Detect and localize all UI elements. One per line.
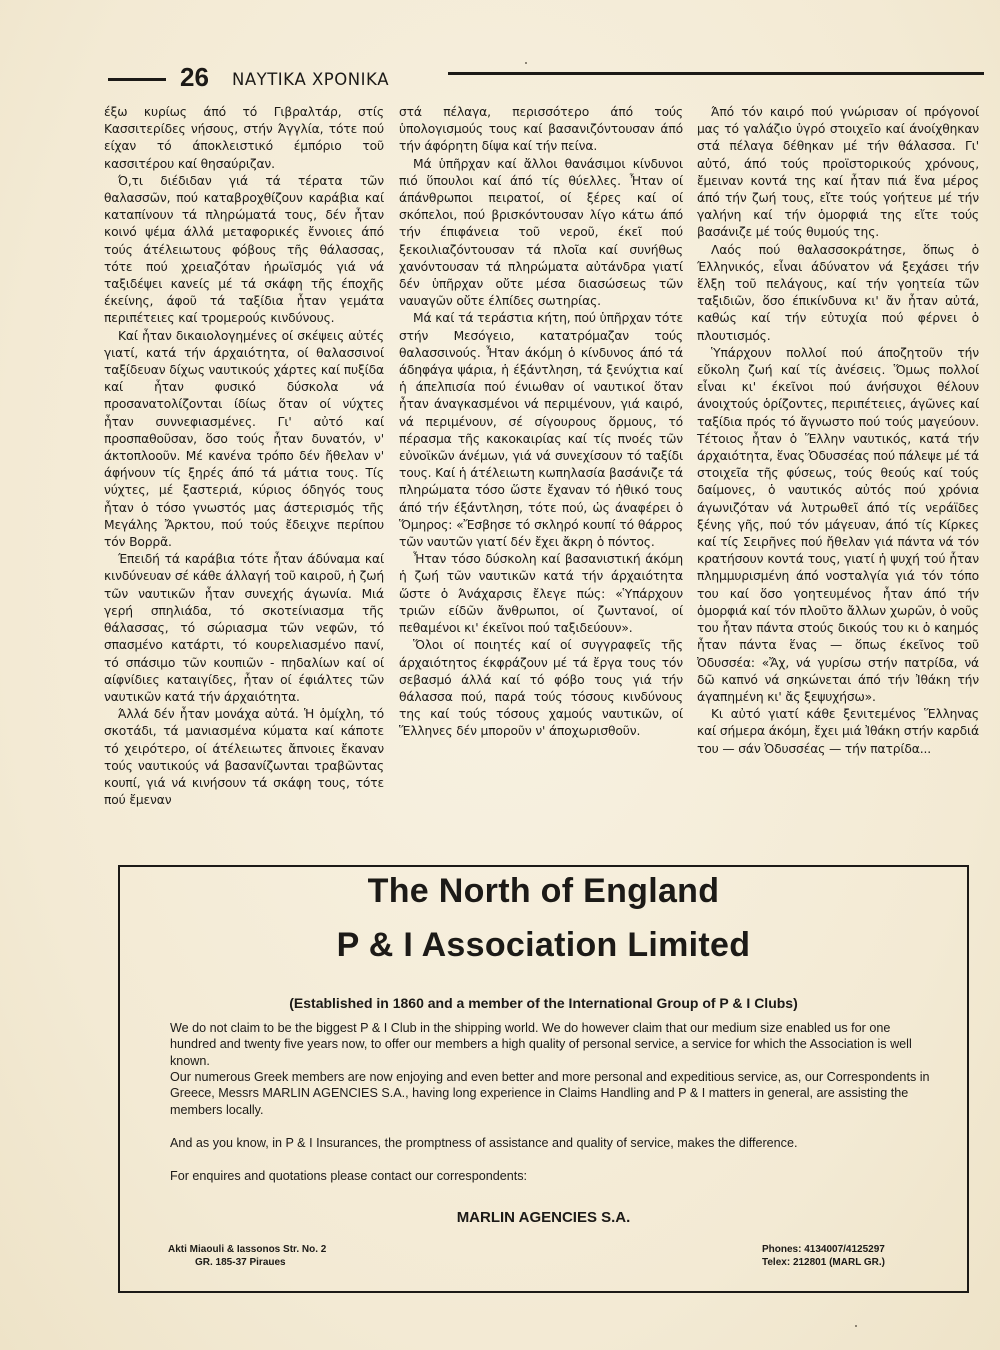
ad-title-line-1: The North of England [367, 872, 720, 910]
ad-contact [762, 1244, 962, 1269]
paragraph: Κι αὐτό γιατί κάθε ξενιτεμένος Ἕλληνας καί σήμερα άκόμη, ἔχει μιά Ἰθάκη στήν καρδιά του — σάν Ὀδυσσέας — τήν πατρίδα... [697, 707, 979, 756]
paragraph: Μά ὑπῆρχαν καί ἄλλοι θανάσιμοι κίνδυνοι πιό ὕπουλοι καί άπό τίς θύελλες. Ἦταν οί άπάνθρωποι πειρατοί, οί ξέρες καί οί σκόπελοι, πού βρισκόντουσαν λίγο κάτω άπό τήν έπιφάνεια τοῦ νεροῦ, έκεῖ πού ξεκοιλιαζόντουσαν τά πλοῖα καί συνήθως χανόντουσαν τά πληρώματα αὐτάνδρα γιατί δέν ὑπῆρχαν οὔτε μέσα διασώσεως τῶν ναυαγῶν οὔτε έλπίδες σωτηρίας. [399, 156, 683, 309]
ad-paragraph: Our numerous Greek members are now enjoying and even better and more personal and expeditious service, as, our Correspondents in Greece, Messrs MARLIN AGENCIES S.A., having long experience in Claims Handling and P & I matters in general, are assisting the members locally. [170, 1070, 930, 1117]
advertisement-box [118, 865, 969, 1293]
article-column-3 [697, 104, 979, 758]
paragraph: Ὑπάρχουν πολλοί πού άποζητοῦν τήν εὔκολη ζωή καί τίς ἀνέσεις. Ὅμως πολλοί εἶναι κι' έκεῖνοι πού άνήσυχοι θέλουν άνοιχτούς ὁρίζοντες, περιπέτειες, άγῶνες καί ταξίδια πρός τό ἄγνωστο πού τούς μαγεύουν. Τέτοιος ἦταν ὁ Ἕλλην ναυτικός, κατά τήν άρχαιότητα, ἕνας Ὀδυσσέας πού πάλεψε μέ τά στοιχεῖα τῆς φύσεως, τούς θεούς καί τούς δαίμονες, ὁ ναυτικός αὐτός πού χρόνια άγωνιζόταν νά λυτρωθεῖ άπό τίς νεράϊδες ξένης γῆς, πού τόν μάγευαν, άπό τίς Κίρκες καί τίς Σειρῆνες πού ἤθελαν γιά πάντα νά τόν κρατήσουν κοντά τους, γιατί ἡ ψυχή τού ἦταν πλημμυρισμένη άπό νοσταλγία γιά τόν τόπο του καί ὅσο γοητευμένος ἦταν άπό τήν ὁμορφιά καί τόν πλοῦτο ἄλλων χωρῶν, ὁ νοῦς του ἦταν πάντα στούς δικούς του κι ὁ καημός ἦταν πάντα ἕνας — ὅπως έκεῖνος τοῦ Ὀδυσσέα: «Ἄχ, νά γυρίσω στήν πατρίδα, νά δῶ καπνό νά σηκώνεται άπό τήν Ἰθάκη τήν άγαπημένη κι' ἄς ξεψυχήσω». [697, 345, 979, 704]
paragraph: Ἦταν τόσο δύσκολη καί βασανιστική άκόμη ἡ ζωή τῶν ναυτικῶν κατά τήν άρχαιότητα ὥστε ὁ Άνάχαρσις ἔλεγε πώς: «Ὑπάρχουν τριῶν είδῶν ἄνθρωποι, οί ζωντανοί, οί πεθαμένοι κι' έκεῖνοι πού ταξιδεύουν». [399, 552, 683, 636]
article-column-2 [399, 104, 683, 741]
ad-paragraph: And as you know, in P & I Insurances, the promptness of assistance and quality of service, makes the difference. [170, 1136, 798, 1150]
header-rule-left [108, 78, 166, 81]
paragraph: Λαός πού θαλασσοκράτησε, ὅπως ὁ Έλληνικός, εἶναι άδύνατον νά ξεχάσει τήν ἕλξη τοῦ πελάγους, καί τήν γοητεία τῶν ταξιδιῶν, ὅσο έπικίνδυνα κι' ἄν ἦταν αὐτά, καθώς καί τήν εὐτυχία πού φέρνει ὁ πλουτισμός. [697, 242, 979, 343]
paragraph: Άπό τόν καιρό πού γνώρισαν οί πρόγονοί μας τό γαλάζιο ὑγρό στοιχεῖο καί άνοίχθηκαν στά πέλαγα δέθηκαν μέ τήν θάλασσα. Γι' αὐτό, άπό τούς προϊστορικούς χρόνους, ἔμειναν κοντά της καί ἦταν πιά ἕνα μέρος άπό τήν ζωή τους, εἴτε τούς γοήτευε μέ τήν γαλήνη καί τήν ὁμορφιά της εἴτε τούς βασάνιζε μέ τούς θυμούς της. [697, 105, 979, 240]
article-column-1 [104, 104, 384, 809]
ad-address-line: GR. 185-37 Piraues [195, 1256, 286, 1268]
print-speck [525, 62, 527, 64]
paragraph: Ό,τι διέδιδαν γιά τά τέρατα τῶν θαλασσῶν, πού καταβροχθίζουν καράβια καί καταπίνουν τά πληρώματά τους, δέν ἦταν κοινό ψέμα άλλά μεταφορικές ἔννοιες άπό τούς άτέλειωτους φόβους τῆς θάλασσας, τότε πού χρειαζόταν ἡρωϊσμός γιά νά ταξιδέψει κανείς μέ τά σκάφη τῆς έποχῆς έκείνης, άφοῦ τά ταξίδια ἦταν γεμάτα περιπέτειες καί τρομερούς κινδύνους. [104, 173, 384, 326]
ad-address-line: Akti Miaouli & Iassonos Str. No. 2 [168, 1244, 327, 1255]
paragraph: Καί ἦταν δικαιολογημένες οί σκέψεις αὐτές γιατί, κατά τήν άρχαιότητα, οί θαλασσινοί ταξίδευαν δίχως ναυτικούς χάρτες καί πυξίδα καί ἦταν φυσικό δύσκολα νά προσανατολίζονται ίδίως ὅταν οί νύχτες ἦταν συννεφιασμένες. Γι' αὐτό καί προσπαθοῦσαν, ὅσο τούς ἦταν δυνατόν, ν' άκτοπλοοῦν. Μέ κανένα τρόπο δέν ἤθελαν ν' άφήνουν τίς ξηρές άπό τά μάτια τους. Τίς νύχτες, μέ ξαστεριά, κύριος όδηγός τους ἦταν ὁ τόσο γνωστός μας άστερισμός τῆς Μεγάλης Ἄρκτου, πού τούς ἔδειχνε περίπου τόν Βορρᾶ. [104, 328, 384, 550]
paragraph: Ὅλοι οί ποιητές καί οί συγγραφεῖς τῆς άρχαιότητος έκφράζουν μέ τά ἔργα τους τόν σεβασμό άλλά καί τό φόβο τους γιά τήν θάλασσα πού, παρά τούς τόσους κινδύνους της καί τούς τόσους χαμούς ναυτικῶν, οί Ἕλληνες δέν μποροῦν ν' άποχωρισθοῦν. [399, 638, 683, 739]
ad-paragraph: We do not claim to be the biggest P & I Club in the shipping world. We do however claim that our medium size enabled us for one hundred and twenty five years now, to offer our members a high quality of personal service, a service for which the Association is well known. [170, 1021, 912, 1068]
ad-title-line-2: P & I Association Limited [336, 926, 751, 964]
header-rule-right [448, 72, 984, 75]
paragraph: Μά καί τά τεράστια κήτη, πού ὑπῆρχαν τότε στήν Μεσόγειο, κατατρόμαζαν τούς θαλασσινούς. Ἦταν άκόμη ὁ κίνδυνος άπό τά άδηφάγα ψάρια, ἡ έξάντληση, τά ξενύχτια καί ἡ άπελπισία πού ένιωθαν οί ναυτικοί ὅταν ἦταν άναγκασμένοι νά περιμένουν, γιά καιρό, νά περιμένουν, σέ σίγουρους ὅρμους, τό πέρασμα τῆς κακοκαιρίας καί τίς πνοές τῶν εὐνοϊκῶν άνέμων, γιά νά συνεχίσουν τό ταξίδι τους. Καί ἡ άτέλειωτη κωπηλασία βασάνιζε τά πληρώματα τόσο ὥστε ἔχαναν τό ἠθικό τους άπό τήν έξάντληση, τότε πού, ὡς άναφέρει ὁ Ὅμηρος: «Ἔσβησε τό σκληρό κουπί τό θάρρος τῶν ναυτῶν γιατί δέν ἔχει ἄκρη ὁ πόντος. [399, 311, 683, 550]
ad-company-name: MARLIN AGENCIES S.A. [456, 1209, 631, 1226]
ad-phones: Phones: 4134007/4125297 [762, 1244, 885, 1255]
page-header [108, 62, 984, 96]
paragraph: Έπειδή τά καράβια τότε ἦταν άδύναμα καί κινδύνευαν σέ κάθε άλλαγή τοῦ καιροῦ, ἡ ζωή τῶν ναυτικῶν ἦταν συνεχής άγωνία. Μιά γερή σπηλιάδα, τό σκοτείνιασμα τῆς θάλασσας, τό σώριασμα τῶν νεφῶν, τό σπασμένο κατάρτι, τό κουρελιασμένο πανί, τό σπάσιμο τῶν κουπιῶν - πηδαλίων καί οί αίφνίδιες καταιγίδες, ἦταν οί έφιάλτες τῶν ναυτικῶν κατά τήν άρχαιότητα. [104, 552, 384, 704]
section-title: ΝΑΥΤΙΚΑ ΧΡΟΝΙΚΑ [232, 70, 390, 89]
print-speck [855, 1325, 857, 1327]
ad-subtitle: (Established in 1860 and a member of the International Group of P & I Clubs) [289, 995, 798, 1011]
paragraph: έξω κυρίως άπό τό Γιβραλτάρ, στίς Κασσιτερίδες νήσους, στήν Άγγλία, τότε πού είχαν τό άποκλειστικό έμπόριο τοῦ κασσιτέρου καί θησαύριζαν. [104, 105, 384, 171]
paragraph: στά πέλαγα, περισσότερο άπό τούς ὑπολογισμούς τους καί βασανιζόντουσαν άπό τήν άφόρητη δίψα καί τήν πείνα. [399, 105, 683, 154]
ad-address [168, 1244, 428, 1269]
paragraph: Άλλά δέν ἦταν μονάχα αὐτά. Ἡ ὁμίχλη, τό σκοτάδι, τά μανιασμένα κύματα καί κάποτε τό χειρότερο, οί άτέλειωτες ἄπνοιες ἔκαναν τούς ναυτικούς νά βασανίζωνται τραβῶντας κουπί, γιά νά κινήσουν τά σκάφη τους, τότε πού ἔμεναν [104, 707, 384, 808]
page-number: 26 [180, 62, 209, 92]
ad-paragraph: For enquires and quotations please contact our correspondents: [170, 1169, 528, 1183]
ad-telex: Telex: 212801 (MARL GR.) [762, 1256, 886, 1268]
